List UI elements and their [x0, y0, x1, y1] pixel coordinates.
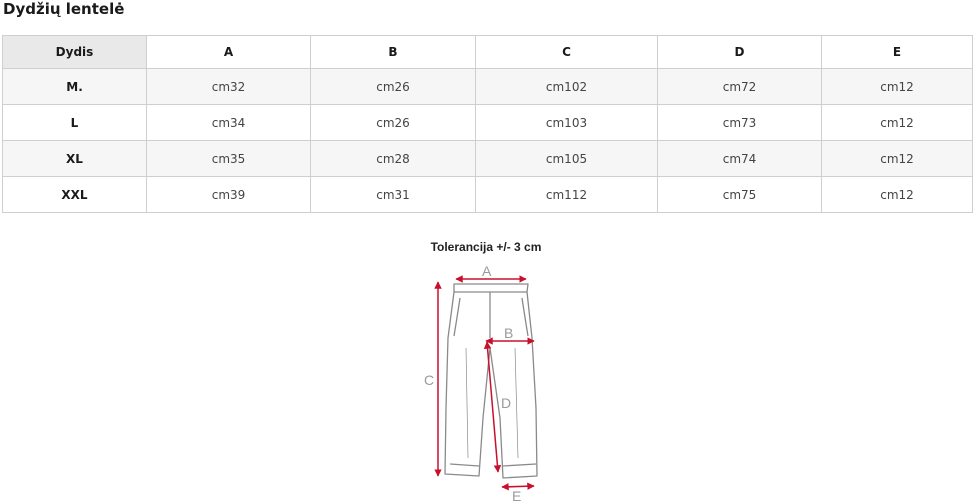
table-cell: cm103 [476, 105, 658, 141]
tolerance-note: Tolerancija +/- 3 cm [430, 240, 542, 254]
table-cell: cm26 [311, 105, 476, 141]
dimension-c-label: C [424, 372, 435, 388]
size-label-cell: XXL [3, 177, 147, 213]
table-cell: cm72 [658, 69, 822, 105]
dimension-e-arrow [502, 486, 534, 487]
column-header-a: A [147, 36, 311, 69]
column-header-e: E [822, 36, 973, 69]
table-cell: cm12 [822, 105, 973, 141]
table-cell: cm34 [147, 105, 311, 141]
table-cell: cm102 [476, 69, 658, 105]
table-cell: cm112 [476, 177, 658, 213]
table-cell: cm105 [476, 141, 658, 177]
table-cell: cm32 [147, 69, 311, 105]
table-cell: cm12 [822, 141, 973, 177]
size-label-cell: XL [3, 141, 147, 177]
table-header-row [3, 36, 973, 69]
table-cell: cm75 [658, 177, 822, 213]
table-cell: cm31 [311, 177, 476, 213]
column-header-c: C [476, 36, 658, 69]
table-row [3, 105, 973, 141]
table-row [3, 69, 973, 105]
table-row [3, 141, 973, 177]
table-cell: cm26 [311, 69, 476, 105]
column-header-d: D [658, 36, 822, 69]
table-cell: cm12 [822, 69, 973, 105]
table-cell: cm39 [147, 177, 311, 213]
column-header-b: B [311, 36, 476, 69]
table-cell: cm28 [311, 141, 476, 177]
dimension-b-label: B [504, 325, 514, 341]
size-label-cell: M. [3, 69, 147, 105]
dimension-d-label: D [501, 395, 512, 411]
table-cell: cm73 [658, 105, 822, 141]
size-table [2, 35, 973, 213]
table-cell: cm74 [658, 141, 822, 177]
page-title: Dydžių lentelė [3, 0, 125, 18]
dimension-a-label: A [482, 263, 492, 279]
table-row [3, 177, 973, 213]
pants-measurement-diagram [410, 258, 580, 504]
size-label-cell: L [3, 105, 147, 141]
column-header-size: Dydis [3, 36, 147, 69]
table-cell: cm35 [147, 141, 311, 177]
table-cell: cm12 [822, 177, 973, 213]
dimension-e-label: E [512, 488, 522, 504]
